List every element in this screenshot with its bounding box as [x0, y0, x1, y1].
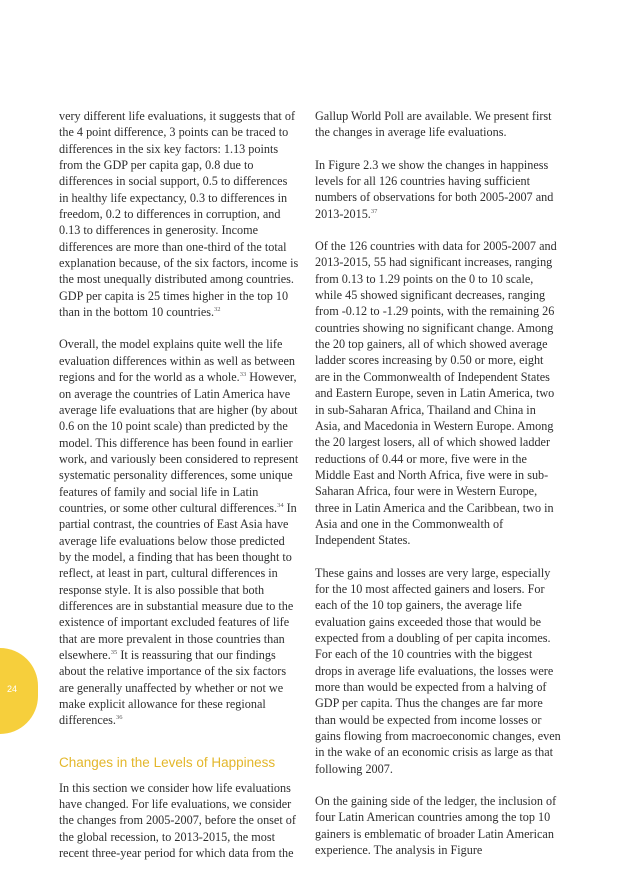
footnote-ref: 33 [239, 371, 247, 379]
paragraph: very different life evaluations, it suggests that of the 4 point difference, 3 points can be traced to differences in the six key factors: 1.13 points from the GDP per capita gap, 0.8 due to differences in social support, 0.5 to differences in healthy life expectancy, 0.3 to differences in freedom, 0.2 to differences in corruption, and 0.13 to differences in generosity. Income differences are more than one-third of the total explanation because, of the six factors, income is the most unequally distributed among countries. GDP per capita is 25 times higher in the top 10 than in the bottom 10 countries.$^{32}$ [59, 109, 299, 320]
paragraph: On the gaining side of the ledger, the inclusion of four Latin American countries among the top 10 gainers is emblematic of broader Latin American experience. The analysis in Figure [315, 794, 557, 858]
paragraph: Of the 126 countries with data for 2005-2007 and 2013-2015, 55 had significant increases, ranging from 0.13 to 1.29 points on the 0 to 10 scale, while 45 showed significant decreases, ranging from -0.12 to -1.29 points, with the remaining 26 countries showing no significant change. Among the 20 top gainers, all of which showed average ladder scores increasing by 0.50 or more, eight are in the Commonwealth of Independent States and Eastern Europe, seven in Latin America, two in sub-Saharan Africa, Thailand and China in Asia, and Macedonia in Western Europe. Among the 20 largest losers, all of which showed ladder reductions of 0.44 or more, five were in the Middle East and North Africa, five were in sub-Saharan Africa, four were in Western Europe, three in Latin America and the Caribbean, two in Asia and one in the Commonwealth of Independent States. [315, 239, 557, 548]
page-number-tab [0, 648, 38, 734]
footnote-ref: 32 [214, 306, 221, 314]
left-column [59, 108, 299, 877]
footnote-ref: 35 [110, 648, 118, 656]
footnote-ref: 37 [370, 207, 378, 215]
paragraph: Gallup World Poll are available. We present first the changes in average life evaluations. [315, 109, 552, 140]
page-number: 24 [7, 684, 18, 694]
footnote-ref: 36 [115, 714, 123, 722]
right-column [315, 108, 561, 874]
paragraph: These gains and losses are very large, especially for the 10 most affected gainers and losers. For each of the 10 top gainers, the average life evaluation gains exceeded those that would be expected from a doubling of per capita incomes. For each of the 10 countries with the biggest drops in average life evaluations, the losses were more than would be expected from a halving of GDP per capita. Thus the changes are far more than would be expected from income losses or gains flowing from macroeconomic changes, even in the wake of an economic crisis as large as that following 2007. [315, 565, 561, 776]
paragraph: In Figure 2.3 we show the changes in happiness levels for all 126 countries having sufficient numbers of observations for both 2005-2007 and 2013-2015.37 [315, 157, 554, 221]
paragraph: Overall, the model explains quite well the life evaluation differences within as well as between regions and for the world as a whole.$^{33}$ However, on average the countries of Latin America have average life evaluations that are higher (by about 0.6 on the 10 point scale) than predicted by the model. This difference has been found in earlier work, and variously been considered to represent systematic personality differences, some unique features of family and social life in Latin countries, or some other cultural differences.$^{34}$ In partial contrast, the countries of East Asia have average life evaluations below those predicted by the model, a finding that has been thought to reflect, at least in part, cultural differences in response style. It is also possible that both differences are in substantial measure due to the existence of important excluded features of life that are more prevalent in those countries than elsewhere.$^{35}$ It is reassuring that our findings about the relative importance of the six factors are generally unaffected by whether or not we make explicit allowance for these regional differences.$^{36}$ [59, 337, 299, 728]
section-heading: Changes in the Levels of Happiness [59, 754, 276, 770]
paragraph: In this section we consider how life evaluations have changed. For life evaluations, we consider the changes from 2005-2007, before the onset of the global recession, to 2013-2015, the most recent three-year period for which data from the [59, 780, 296, 861]
footnote-ref: 34 [277, 501, 284, 509]
